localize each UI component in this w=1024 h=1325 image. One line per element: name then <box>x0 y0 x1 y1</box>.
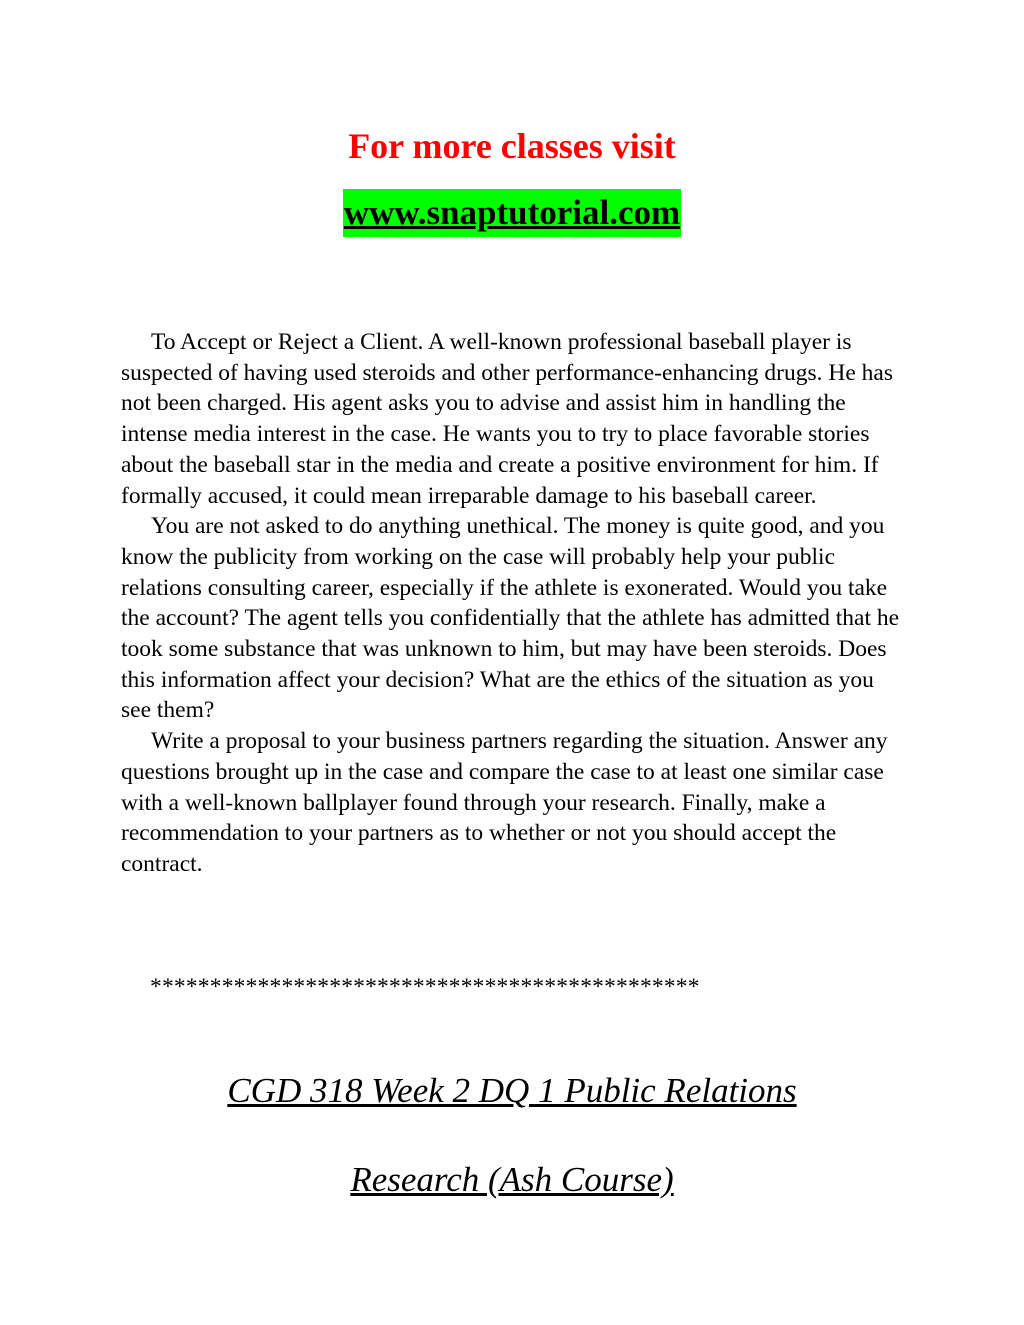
paragraph-3: Write a proposal to your business partners regarding the situation. Answer any questions brought up in the case and compare the case to at least one similar case with a well-known ballplayer found through your research. Finally, make a recommendation to your partners as to whether or not you should accept the contract. <box>121 728 888 877</box>
site-link-container <box>0 189 1024 237</box>
body-text <box>121 327 907 880</box>
course-title-line-1[interactable]: CGD 318 Week 2 DQ 1 Public Relations <box>227 1071 797 1110</box>
site-link[interactable]: www.snaptutorial.com <box>343 189 681 237</box>
course-title-line-2[interactable]: Research (Ash Course) <box>350 1160 674 1199</box>
paragraph-2: You are not asked to do anything unethical. The money is quite good, and you know the publicity from working on the case will probably help your public relations consulting career, especially if the athlete is exonerated. Would you take the account? The agent tells you confidentially that the athlete has admitted that he took some substance that was unknown to him, but may have been steroids. Does this information affect your decision? What are the ethics of the situation as you see them? <box>121 513 900 724</box>
paragraph-1: To Accept or Reject a Client. A well-known professional baseball player is suspected of having used steroids and other performance-enhancing drugs. He has not been charged. His agent asks you to advise and assist him in handling the intense media interest in the case. He wants you to try to place favorable stories about the baseball star in the media and create a positive environment for him. If formally accused, it could mean irreparable damage to his baseball career. <box>121 329 893 509</box>
visit-heading: For more classes visit <box>348 126 676 166</box>
asterisk-separator: ********************************************** <box>150 974 700 1000</box>
